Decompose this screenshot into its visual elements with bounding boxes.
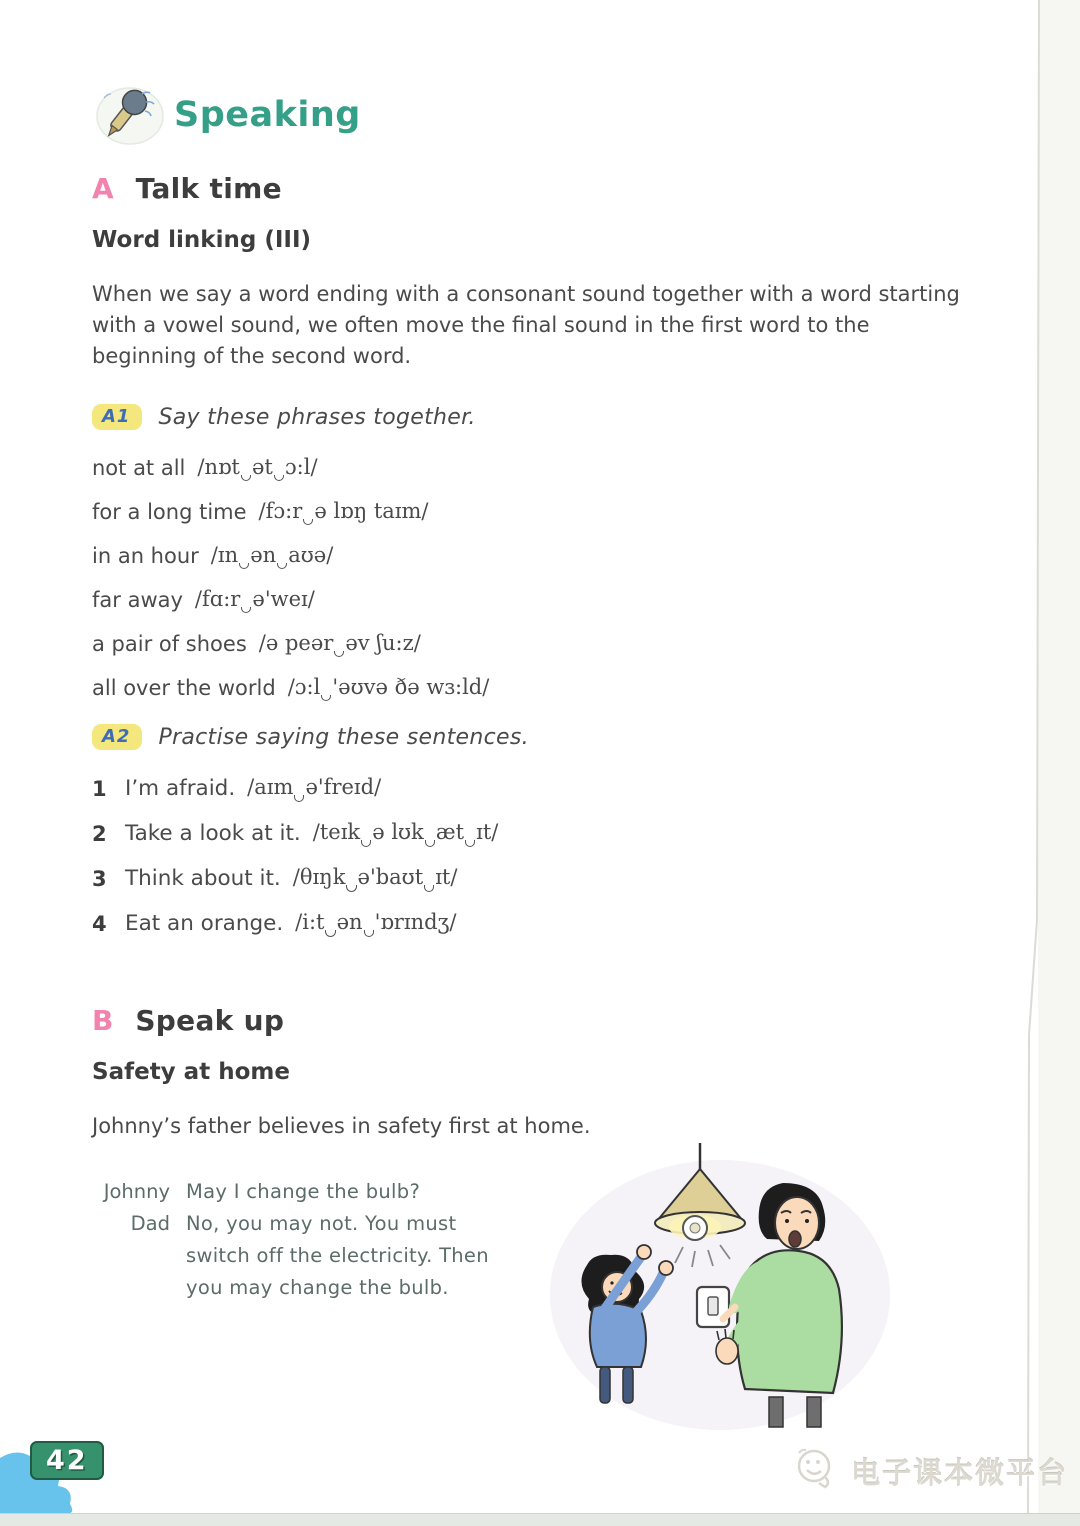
sentence-text: Think about it. [125,866,281,891]
section-b-heading [92,1004,972,1037]
phrase-text: a pair of shoes [92,632,247,656]
page-content [92,80,972,1308]
page-right-margin [1038,0,1080,1513]
phrase-item [92,534,972,578]
sentence-ipa: /teɪk ə lʊk æt ɪt/ [313,820,499,846]
phrase-item [92,490,972,534]
task-a2-instruction: Practise saying these sentences. [158,724,529,750]
watermark [795,1447,1068,1495]
phrase-text: in an hour [92,544,199,568]
task-a1-badge: A1 [92,404,142,430]
dialogue-line: May I change the bulb? [186,1180,421,1203]
dialogue-speaker: Johnny [103,1180,170,1203]
phrase-list [92,446,972,710]
task-a1-instruction: Say these phrases together. [158,404,476,430]
phrase-text: for a long time [92,500,247,524]
task-a2-badge: A2 [92,724,142,750]
task-a2 [92,724,972,750]
sentence-text: Take a look at it. [125,821,301,846]
dialogue-line: you may change the bulb. [186,1276,449,1299]
section-a-letter: A [92,172,114,205]
phrase-ipa: /ɪn ən aʊə/ [211,543,333,569]
page-title: Speaking [174,95,361,135]
phrase-text: all over the world [92,676,276,700]
sentence-item [92,766,972,811]
dialogue-speaker: Dad [130,1212,170,1235]
phrase-ipa: /ɔ:l 'əʊvə ðə wɜ:ld/ [288,675,490,701]
dialogue-line: switch off the electricity. Then [186,1244,489,1267]
phrase-ipa: /nɒt ət ɔ:l/ [197,455,317,481]
microphone-icon [92,80,164,150]
safety-illustration [545,1135,895,1439]
task-a1 [92,404,972,430]
phrase-ipa: /fɔ:r ə lɒŋ taɪm/ [259,499,429,525]
phrase-item [92,578,972,622]
speaking-header [92,80,972,150]
phrase-ipa: /fɑ:r ə'weɪ/ [195,587,315,613]
sentence-ipa: /i:t ən 'ɒrɪndʒ/ [295,910,456,936]
sentence-ipa: /θɪŋk ə'baʊt ɪt/ [293,865,458,891]
phrase-item [92,666,972,710]
phrase-text: far away [92,588,183,612]
sentence-item [92,856,972,901]
watermark-text: 电子课本微平台 [851,1455,1069,1490]
page-number-badge: 42 [30,1441,104,1480]
dialogue-line: No, you may not. You must [186,1212,457,1235]
phrase-text: not at all [92,456,186,480]
sentence-text: I’m afraid. [125,776,236,801]
sentence-ipa: /aɪm ə'freɪd/ [247,775,381,801]
section-b-letter: B [92,1004,114,1037]
phrase-item [92,622,972,666]
sentence-number: 2 [92,821,107,846]
phrase-item [92,446,972,490]
sentence-text: Eat an orange. [125,911,284,936]
page-bottom-edge [0,1513,1080,1526]
sentence-item [92,811,972,856]
safety-subtitle: Safety at home [92,1059,290,1085]
section-a-heading [92,172,972,205]
sentence-number: 3 [92,866,107,891]
chat-face-logo-icon [795,1447,843,1495]
sentence-list [92,766,972,946]
sentence-number: 1 [92,776,107,801]
word-linking-intro: When we say a word ending with a consonant sound together with a word starting with a vowel sound, we often move the final sound in the first word to the beginning of the second word. [92,282,960,368]
sentence-number: 4 [92,911,107,936]
dialogue-speaker [82,1244,170,1267]
word-linking-subtitle: Word linking (III) [92,227,312,253]
speak-up-intro: Johnny’s father believes in safety first at home. [92,1114,591,1138]
section-b-title: Speak up [135,1004,285,1037]
dialogue-speaker [82,1276,170,1299]
phrase-ipa: /ə peər əv ʃu:z/ [259,631,421,657]
section-a-title: Talk time [135,172,282,205]
sentence-item [92,901,972,946]
